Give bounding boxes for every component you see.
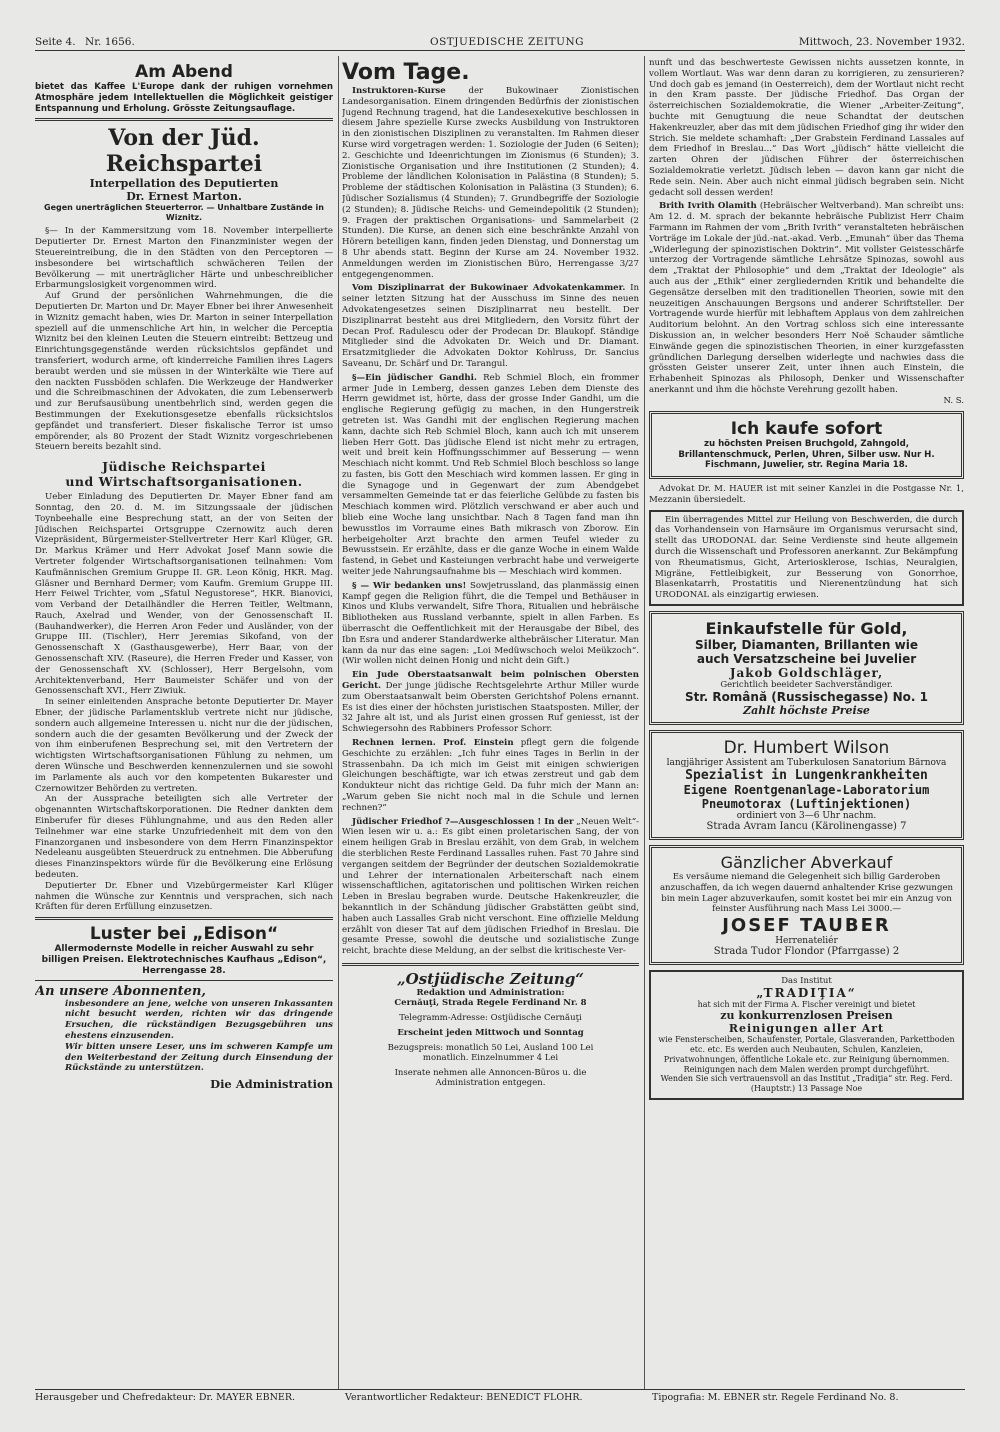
einstein-head: Rechnen lernen. Prof. Einstein xyxy=(352,738,514,749)
ad-text: wie Fensterscheiben, Schaufenster, Portale, Glasveranden, Parkettboden etc. etc. Es werden auch Neubauten, Schulen, Kanzleien, Privatwohnungen, öffentliche Lokale etc. zur Reinigung übernommen. Reinigungen nach dem Malen werden prompt durchgeführt. xyxy=(658,1035,955,1074)
ad-wilson xyxy=(649,730,964,840)
ad-title: Gänzlicher Abverkauf xyxy=(720,853,893,873)
impressum-line: Bezugspreis: monatlich 50 Lei, Ausland 100 Lei monatlich. Einzelnummer 4 Lei xyxy=(387,1042,594,1063)
brith-signature: N. S. xyxy=(943,395,964,406)
ad-line: Herrenateliér xyxy=(775,936,838,947)
wirtschaft-paragraph: In seiner einleitenden Ansprache betonte Deputierter Dr. Mayer Ebner, der jüdische Parlamentsklub vertrete nicht nur jüdische, sondern auch allgemeine Interessen u. nicht nur die der jüdischen, sondern auch die der gesamten Bevölkerung und der Zweck der von ihm einberufenen Besprechung sei, mit den Vertretern der wichtigsten Wirtschaftsorganisationen Fühlung zu nehmen, um deren Wünsche und Beschwerden kennenzulernen und sie sowohl im Parlamente als auch vor den kompetenten Bukarester und Czernowitzer Behörden zu vertreten. xyxy=(35,697,333,794)
vom-tage-title: Vom Tage. xyxy=(342,60,470,85)
issue-date: Mittwoch, 23. November 1932. xyxy=(798,36,965,48)
divider xyxy=(35,980,333,981)
reichspartei-paragraph: Auf Grund der persönlichen Wahrnehmungen, die die Deputierten Dr. Marton und Dr. Mayer Ebner bei ihrer Anwesenheit in Wiznitz gemacht haben, wies Dr. Marton in seiner Interpellation speziell auf die unmenschliche Art hin, in welcher die Perceptia Wiznitz bei den kleinen Leuten die Steuern eintreibt: Bettzeug und Einrichtungsgegenstände werden rücksichtslos gepfändet und transferiert, wodurch arme, oft kinderreiche Familien ihres Lagers beraubt werden und sie müssen in der Winterkälte wie Tiere auf den nackten Fussböden schlafen. Die Werkzeuge der Handwerker und die Schreibmaschinen der Advokaten, die zum Lebenserwerb und zur Berufsausübung unentbehrlich sind, werden gegen die Bestimmungen der Exekutionsgesetze ebenfalls rücksichtslos gepfändet und transferiert. Dieser fiskalische Terror ist umso empörender, als 80 Prozent der Stadt Wiznitz vorgeschriebenen Steuern bereits bezahlt sind. xyxy=(35,291,333,453)
ad-hauer: Advokat Dr. M. HAUER ist mit seiner Kanzlei in die Postgasse Nr. 1, Mezzanin übersiedelt. xyxy=(649,484,964,505)
ad-line: Das Institut xyxy=(781,976,832,987)
impressum-title: „Ostjüdische Zeitung“ xyxy=(397,969,584,988)
ad-traditia xyxy=(649,970,964,1100)
ad-kaufe-sofort xyxy=(649,411,964,479)
advokaten-head: Vom Disziplinarrat der Bukowinaer Advokatenkammer. xyxy=(352,283,626,294)
ad-line: Gerichtlich beeideter Sachverständiger. xyxy=(720,680,893,691)
einstein-text: pflegt gern die folgende Geschichte zu erzählen: „Ich fuhr eines Tages in Berlin in der Strassenbahn. Da ich mich im Geist mit einigen schwierigen Gleichungen beschäftigte, war ich etwas zerstreut und gab dem Kondukteur nicht das richtige Geld. Da fuhr mich der Mann an: „Warum geben Sie nicht noch mal in die Schule und lernen rechnen?“ xyxy=(342,738,639,813)
abonnenten-signature: Die Administration xyxy=(210,1077,333,1092)
reichspartei-subhead: Gegen unerträglichen Steuerterror. — Unhaltbare Zustände in Wiznitz. xyxy=(44,203,324,223)
friedhof-head: Jüdischer Friedhof ?—Ausgeschlossen ! In der xyxy=(352,816,574,827)
am-abend-title: Am Abend xyxy=(135,62,233,82)
gandhi-head: §—Ein jüdischer Gandhi. xyxy=(352,372,477,383)
ad-text: Ein überragendes Mittel zur Heilung von Beschwerden, die durch das Vorhandensein von Harnsäure im Organismus verursacht sind, stellt das URODONAL dar. Seine Verdienste sind heute allgemein durch die Wissenschaft und Professoren anerkannt. Zur Bekämpfung von Rheumatismus, Gicht, Arteriosklerose, Ischias, Neuralgien, Migräne, Fettleibigkeit, zur Besserung von Gonorrhoe, Blasenkatarrh, Prostatitis und Nierenentzündung hat sich URODONAL als einzigartig erwiesen. xyxy=(655,514,958,601)
brith-text: (Hebräischer Weltverband). Man schreibt uns: Am 12. d. M. sprach der bekannte hebräische Publizist Herr Chaim Farmann im Rahmen der vom „Brith Ivrith“ veranstalteten hebräischen Vorträge im Lokale der jüd.-nat.-akad. Verb. „Emunah“ über das Thema „Widerlegung der spinozistischen Doktrin“. Mit vollster Geistesschärfe unterzog der Vortragende sämtliche Lehrsätze Spinozas, sowohl aus dem „Traktat der Philosophie“ und dem „Traktat der Ideologie“ als auch aus der „Ethik“ einer zergliedernden Kritik und behandelte die Gegensätze derselben mit den traditionellen Theorien, sowie mit den neuzeitigen Anschauungen Bergsons und anderer Schriftsteller. Der Vortragende wurde hierfür mit lebhaftem Applaus von dem zahlreichen Auditorium belohnt. An den Vortrag schloss sich eine interessante Diskussion an, in welcher besonders Herr Noë Schauder sämtliche Einwände gegen die spinozistischen Theorien, in einer kurzgefassten gründlichen Darlegung derselben widerlegte und nachwies dass die grössten Geister unserer Zeit, unter ihnen auch Einstein, die Erhabenheit Spinozas als Philosoph, Denker und Wissenschafter anerkannt und ihm die höchste Verehrung gezollt haben. xyxy=(649,201,964,395)
reichspartei-subtitle: Dr. Ernest Marton. xyxy=(126,190,242,204)
column-left xyxy=(35,58,333,1388)
ad-line: Silber, Diamanten, Brillanten wie xyxy=(695,638,918,653)
paper-name: OSTJUEDISCHE ZEITUNG xyxy=(430,36,585,48)
impressum-line: Telegramm-Adresse: Ostjüdische Cernăuţi xyxy=(399,1012,582,1023)
ad-line: Reinigungen aller Art xyxy=(728,1022,885,1036)
advokaten-text: In seiner letzten Sitzung hat der Ausschuss im Sinne des neuen Advokatengesetzes seinen Disziplinarrat neu bestellt. Der Disziplinarrat besteht aus drei Mitgliedern, den Vorsitz führt der Decan Prof. Radulescu oder der Prodecan Dr. Blaukopf. Ständige Mitglieder sind die Advokaten Dr. Weich und Dr. Diamant. Ersatzmitglieder die Advokaten Doktor Kohlruss, Dr. Sancius Saveanu, Dr. Schärf und Dr. Tarangul. xyxy=(342,283,639,369)
ad-text: zu höchsten Preisen Bruchgold, Zahngold, Brillantenschmuck, Perlen, Uhren, Silber usw. Nur H. Fischmann, Juwelier, str. Regina Maria 18. xyxy=(678,438,935,471)
divider xyxy=(35,917,333,920)
friedhof-continuation: nunft und das beschwerteste Gewissen nichts aussetzen konnte, in vollem Wortlaut. Was war denn daran zu korrigieren, zu zensurieren? Und doch gab es jemand (in Oesterreich), dem der Wortlaut nicht recht in den Kram passte. Der jüdische Friedhof. Das Organ der österreichischen Sozialdemokratie, die Wiener „Arbeiter-Zeitung“, buchte mit Genugtuung die neue Schandtat der deutschen Hakenkreuzler, aber das mit dem jüdischen Friedhof ging ihr wider den Strich. Sie meldete schamhaft: „Der Grabstein Ferdinand Lassales auf dem Friedhof in Breslau...“ Das Wort „jüdisch“ hätte vielleicht die zarten Ohren der jüdischen Führer der österreichischen Sozialdemokratie verletzt. Jüdisch leben — davon kann gar nicht die Rede sein. Nein. Aber auch nicht einmal jüdisch begraben sein. Nicht gedacht soll dessen werden! xyxy=(649,58,964,198)
wirtschaft-title: Jüdische Reichspartei xyxy=(102,459,266,475)
footer-editor: Verantwortlicher Redakteur: BENEDICT FLOHR. xyxy=(345,1392,583,1403)
footer-rule xyxy=(35,1389,965,1390)
ad-line: ordiniert von 3—6 Uhr nachm. xyxy=(736,811,877,822)
friedhof-text: „Neuen Welt“-Wien lesen wir u. a.: Es gibt einen proletarischen Sang, der von einem heiligen Grab in Breslau erzählt, von dem Grab, in welchem die sterblichen Reste Ferdinand Lassalles ruhen. Fast 70 Jahre sind vergangen seitdem der Begründer der deutschen Sozialdemokratie und Lehrer der internationalen Arbeiterschaft nach einem wissenschaftlichen, agitatorischen und politischen Wirken reichen Leben in Breslau begraben wurde. Deutsche Hakenkreuzler, die bekanntlich in der Schändung jüdischer Grabstätten geübt sind, haben auch Lassalles Grab nicht verschont. Eine offizielle Meldung erzählt von dieser Tat auf dem jüdischen Friedhof in Breslau. Die gesamte Presse, sowohl die deutsche und sozialistische Zunge reicht, brachte diese Meldung, an der selbst die kritischeste Ver- xyxy=(342,816,639,957)
gandhi-text: Reb Schmiel Bloch, ein frommer armer Jude in Lemberg, dessen ganzes Leben dem Dienste des Herrn gewidmet ist, hörte, dass der grosse Inder Gandhi, um die englische Regierung gefügig zu machen, in den Hungerstreik getreten ist. Was Gandhi mit der englischen Regierung machen kann, dachte sich Reb Schmiel Bloch, kann auch ich mit unserem lieben Herr Gott. Das jüdische Elend ist nicht mehr zu ertragen, weit und breit kein Hoffnungsschimmer auf Besserung — wenn Meschiach nicht kommt. Und Reb Schmiel Bloch beschloss so lange zu fasten, bis Gott den Meschiach wird kommen lassen. Er ging in die Synagoge und in Gegenwart der zum Abendgebet versammelten Gemeinde tat er das feierliche Gelübde zu fasten bis Meschiach kommen wird. Plötzlich verschwand er aber auch und blieb eine Woche lang unsichtbar. Nach 8 Tagen fand man ihn bewusstlos im Vorraume eines Bath mikrasch von Zborow. Ein herbeigeholter Arzt brachte den armen Teufel wieder zu Bewusstsein. Er erzählte, dass er die ganze Woche in einem Walde fastend, in Gebet und Kasteiungen verbracht habe und verweigerte weiter jede Nahrungsaufnahme bis — Meschiach wird kommen. xyxy=(342,372,639,578)
anwalt-head: Ein Jude Oberstaatsanwalt beim polnischen Obersten Gericht. xyxy=(342,670,639,692)
ad-line: Strada Tudor Flondor (Pfarrgasse) 2 xyxy=(713,946,900,958)
ad-title: Ich kaufe sofort xyxy=(730,418,883,439)
brith-head: Brith Ivrith Olamith xyxy=(659,201,757,212)
bedanken-head: § — Wir bedanken uns! xyxy=(352,580,467,591)
reichspartei-title: Von der Jüd. Reichspartei xyxy=(105,125,263,178)
ad-gold xyxy=(649,611,964,725)
ad-text: Es versäume niemand die Gelegenheit sich billig Garderoben anzuschaffen, da ich wegen dauernd anhaltender Krise gezwungen bin mein Lager abzuverkaufen, somit kostet bei mir ein Anzug von feinster Ausführung nach Mass Lei 3000.— xyxy=(659,872,954,915)
page-header xyxy=(35,34,965,50)
ad-tauber xyxy=(649,845,964,965)
ad-title: Einkaufstelle für Gold, xyxy=(705,619,908,639)
ad-line: Str. Română (Russischegasse) No. 1 xyxy=(685,690,928,705)
ad-line: Strada Avram Iancu (Kärolinengasse) 7 xyxy=(706,821,907,833)
ad-text: Wenden Sie sich vertrauensvoll an das Institut „Tradiţia“ str. Reg. Ferd. (Hauptstr.) 13 Passage Noe xyxy=(660,1074,953,1094)
ad-line: Jakob Goldschläger, xyxy=(729,666,884,681)
impressum-line: Cernăuţi, Strada Regele Ferdinand Nr. 8 xyxy=(394,997,587,1008)
abonnenten-title: An unsere Abonnenten, xyxy=(35,983,206,999)
reichspartei-paragraph: §— In der Kammersitzung vom 18. November interpellierte Deputierter Dr. Ernest Marton den Finanzminister wegen der Steuereintreibung, die in den Städten von den Perceptoren — insbesondere bei wirtschaftlich schwächeren Teilen der Bevölkerung — mit unerträglicher Härte und unbeschreiblicher Erbarmungslosigkeit vorgenommen wird. xyxy=(35,226,333,291)
ad-line: Eigene Roentgenanlage-Laboratorium xyxy=(683,783,930,798)
ad-line: auch Versatzscheine bei Juvelier xyxy=(696,652,917,667)
footer-printer: Tipografia: M. EBNER str. Regele Ferdinand No. 8. xyxy=(652,1392,899,1403)
kurse-text: der Bukowinaer Zionistischen Landesorganisation. Einem dringenden Bedürfnis der zionistischen Jugend Rechnung tragend, hat die Landesexekutive beschlossen in diesem Jahre spezielle Kurse zwecks Ausbildung von Instruktoren in den zionistischen Disziplinen zu veranstalten. Im Rahmen dieser Kurse wird vorgetragen werden: 1. Soziologie der Juden (6 Seiten); 2. Geschichte und Ideenrichtungen im Zionismus (6 Stunden); 3. Zionistische Organisation und ihre Institutionen (2 Stunden); 4. Probleme der ländlichen Kolonisation in Palästina (8 Stunden); 5. Probleme der städtischen Kolonisation in Palästina (3 Stunden); 6. Jüdischer Sozialismus (4 Stunden); 7. Grundbegriffe der Soziologie (2 Stunden); 8. Jüdische Reichs- und Gemeindepolitik (2 Stunden); 9. Fragen der praktischen Organisations- und Sammelarbeit (2 Stunden). Die Kurse, an denen sich eine beschränkte Anzahl von Hörern beteiligen kann, finden jeden Dienstag, und Donnerstag um 8 Uhr abends statt. Beginn der Kurse am 24. November 1932. Anmeldungen werden im Zionistischen Büro, Herrengasse 3/27 entgegengenommen. xyxy=(342,86,639,280)
anwalt-text: Der junge jüdische Rechtsgelehrte Arthur Miller wurde zum Oberstaatsanwalt beim Obersten Gerichtshof Polens ernannt. Es ist dies einer der höchsten juristischen Staatsposten. Miller, der 32 Jahre alt ist, und als Jurist einen grossen Ruf geniesst, ist der Schwiegersohn des Rabbiners Professor Schorr. xyxy=(342,681,639,735)
ad-line: hat sich mit der Firma A. Fischer vereinigt und bietet xyxy=(697,1000,916,1010)
column-divider xyxy=(644,56,645,1389)
header-rule xyxy=(35,50,965,51)
reichspartei-subtitle: Interpellation des Deputierten xyxy=(89,177,279,191)
wirtschaft-paragraph: An der Aussprache beteiligten sich alle Vertreter der obgenannten Wirtschaftskorporationen. Die Redner dankten dem Einberufer für dieses Fühlungnahme, und aus den Reden aller Teilnehmer war eine starke Unzufriedenheit mit dem von den Finanzorganen und insbesondere von dem Herrn Finanzinspektor Nedeleanu ausgeübten Steuerdruck zu entnehmen. Die Abberufung dieses Finanzinspektors würde für die Bevölkerung eine Erlösung bedeuten. xyxy=(35,794,333,881)
divider xyxy=(35,118,333,121)
edison-text: Allermodernste Modelle in reicher Auswahl zu sehr billigen Preisen. Elektrotechnisches Kaufhaus „Edison“, Herrengasse 28. xyxy=(41,944,327,976)
column-divider xyxy=(338,56,339,1389)
ad-line: Spezialist in Lungenkrankheiten xyxy=(685,768,928,784)
issue-number: Nr. 1656. xyxy=(85,36,135,48)
impressum-line: Erscheint jeden Mittwoch und Sonntag xyxy=(397,1027,584,1038)
page-number: Seite 4. xyxy=(35,36,76,48)
bedanken-text: Sowjetrussland, das planmässig einen Kampf gegen die Religion führt, die die Tempel und Bethäuser in Kinos und Klubs verwandelt, Sifre Thora, Ritualien und hebräische Bibliotheken aus Russland verbannte, spielt in allen Farben. Es überrascht die Oeffentlichkeit mit der Herausgabe der Bibel, des Ibn Esra und anderer Standardwerke althebräischer Literatur. Man kann da nur das eine sagen: „Loi Medüwschoch weloi Meükzoch“. (Wir wollen nicht deinen Honig und nicht dein Gift.) xyxy=(342,580,639,667)
ad-line: zu konkurrenzlosen Preisen xyxy=(720,1009,893,1023)
ad-line: Pneumotorax (Luftinjektionen) xyxy=(701,797,912,812)
wirtschaft-title: und Wirtschaftsorganisationen. xyxy=(65,474,303,490)
impressum-line: Inserate nehmen alle Annoncen-Büros u. die Administration entgegen. xyxy=(394,1067,587,1088)
impressum xyxy=(382,970,599,1088)
ad-line: langjähriger Assistent am Tuberkulosen Sanatorium Bărnova xyxy=(666,758,947,769)
ad-line: Zahlt höchste Preise xyxy=(743,704,870,718)
wirtschaft-paragraph: Deputierter Dr. Ebner und Vizebürgermeister Karl Klüger nahmen die Wünsche zur Kenntnis und versprachen, sich nach Kräften für deren Erfüllung einzusetzen. xyxy=(35,880,333,913)
abonnenten-text: Wir bitten unsere Leser, uns im schweren Kampfe um den Weiterbestand der Zeitung durch Einsendung der Rückstände zu unterstützen. xyxy=(65,1041,333,1074)
ad-line: JOSEF TAUBER xyxy=(722,915,891,937)
abonnenten-text: insbesondere an jene, welche von unseren Inkassanten nicht besucht werden, richten wir das dringende Ersuchen, die rückständigen Bezugsgebühren uns ehestens einzusenden. xyxy=(65,998,333,1041)
ad-urodonal xyxy=(649,510,964,606)
column-right xyxy=(649,58,964,1393)
divider xyxy=(342,963,639,966)
ad-title: „TRADIŢIA“ xyxy=(756,986,857,1001)
am-abend-text: bietet das Kaffee L'Europe dank der ruhigen vornehmen Atmosphäre jedem Intellektuellen die Möglichkeit geistiger Entspannung und Erholung. Grösste Zeitungsauflage. xyxy=(35,82,333,114)
footer-publisher: Herausgeber und Chefredakteur: Dr. MAYER EBNER. xyxy=(35,1392,295,1403)
kurse-head: Instruktoren-Kurse xyxy=(352,86,446,96)
ad-title: Dr. Humbert Wilson xyxy=(723,738,890,759)
edison-title: Luster bei „Edison“ xyxy=(89,924,279,945)
column-middle xyxy=(342,58,639,1393)
wirtschaft-paragraph: Ueber Einladung des Deputierten Dr. Mayer Ebner fand am Sonntag, den 20. d. M. im Sitzungssaale der jüdischen Toynbeehalle eine Besprechung statt, an der von Seiten der Jüdischen Reichspartei Ortsgruppe Czernowitz auch deren Vizepräsident, Bürgermeister-Stellvertreter Herr Karl Klüger, GR. Dr. Markus Krämer und Herr Advokat Josef Mann sowie die Vertreter folgender Wirtschaftsorganisationen teilnahmen: Vom Kaufmännischen Gremium Gruppe II. GR. Leon König, HKR. Mag. Gläsner und Bernhard Dermer; vom Kaufm. Gremium Gruppe III. Herr Feiwel Trichter, vom „Sfatul Negustorese“, HKR. Bianovici, vom Verband der Detailhändler die Herren Teitler, Weltmann, Rauch, Axelrad und Wender, von der Genossenschaft II. (Bauhandwerker), die Herren Aron Feder und Ausländer, von der Gruppe III. (Tischler), Herr Jeremias Sikofand, von der Genossenschaft X (Gasthausgewerbe), Herr Baar, von der Genossenschaft XIV. (Raseure), die Herren Freder und Kasser, von der Genossenschaft XV. (Schlosser), Herr Bergelsohn, vom Architektenverband, Herr Baumeister Schäfer und von der Genossenschaft XVI., Herr Ziwiuk. xyxy=(35,492,333,697)
impressum-line: Redaktion und Administration: xyxy=(416,987,565,998)
